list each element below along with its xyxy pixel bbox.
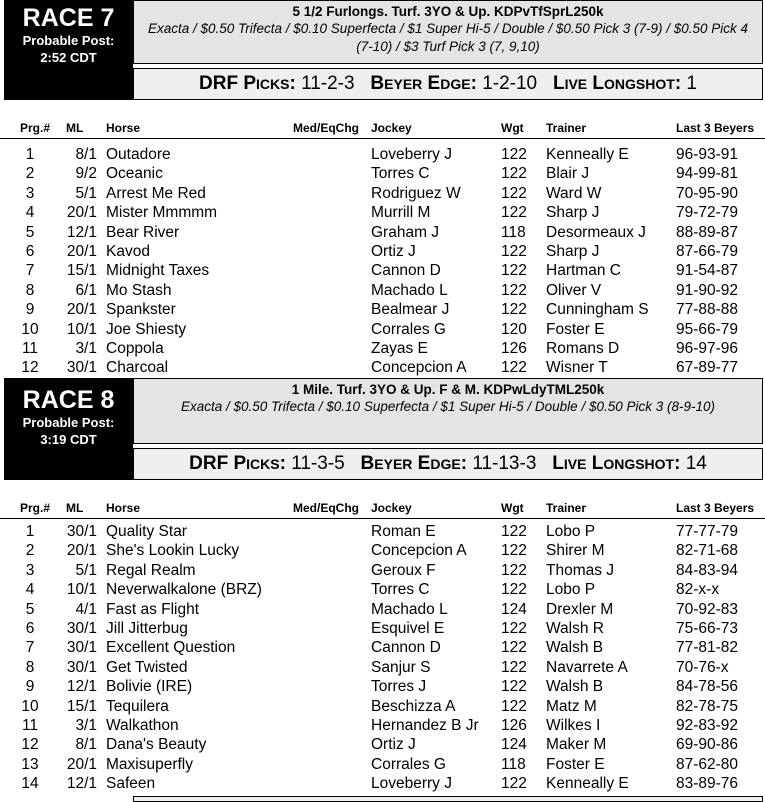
trainer-name: Shirer M — [546, 542, 605, 560]
table-row — [0, 561, 765, 580]
program-number: 3 — [25, 184, 35, 202]
trainer-name: Drexler M — [546, 600, 614, 618]
trainer-name: Desormeaux J — [546, 223, 646, 241]
trainer-name: Hartman C — [546, 262, 621, 280]
horse-name: Spankster — [106, 301, 176, 319]
program-number: 1 — [25, 523, 35, 540]
jockey-name: Loveberry J — [371, 146, 452, 163]
program-number: 12 — [21, 736, 39, 754]
jockey-name: Torres C — [371, 581, 430, 599]
post-label: Probable Post: — [22, 33, 115, 48]
program-number: 2 — [25, 165, 35, 183]
last-3-beyers: 83-89-76 — [676, 775, 739, 793]
last-3-beyers: 96-93-91 — [676, 146, 739, 163]
trainer-name: Lobo P — [546, 523, 596, 540]
table-row — [0, 600, 765, 619]
horse-name: Coppola — [106, 339, 164, 357]
table-row — [0, 184, 765, 203]
race-badge — [4, 0, 133, 100]
picks-bar: DRF PICKS: 11-3-5 BEYER EDGE: 11-13-3 LIVE LONGSHOT: 14 — [133, 448, 763, 480]
race-info-box — [133, 0, 763, 64]
horse-name: Bear River — [106, 223, 180, 241]
last-3-beyers: 91-54-87 — [676, 262, 739, 280]
drf-picks-value: 11-2-3 — [301, 73, 355, 94]
trainer-name: Cunningham S — [546, 301, 649, 319]
morning-line-odds: 30/1 — [66, 619, 97, 637]
last-3-beyers: 70-76-x — [676, 658, 729, 676]
morning-line-odds: 20/1 — [66, 755, 97, 773]
weight: 122 — [501, 262, 527, 280]
next-race-bar-edge — [133, 796, 763, 802]
program-number: 5 — [25, 600, 35, 618]
last-3-beyers: 70-95-90 — [676, 184, 739, 202]
trainer-name: Kenneally E — [546, 775, 629, 793]
jockey-name: Ortiz J — [371, 736, 416, 754]
trainer-name: Walsh B — [546, 678, 604, 696]
morning-line-odds: 12/1 — [66, 678, 97, 696]
morning-line-odds: 3/1 — [75, 339, 97, 357]
jockey-name: Geroux F — [371, 561, 436, 579]
morning-line-odds: 3/1 — [75, 716, 97, 734]
jockey-name: Sanjur S — [371, 658, 431, 676]
weight: 118 — [501, 755, 526, 773]
program-number: 7 — [25, 639, 35, 657]
col-prg: Prg.# — [20, 121, 51, 135]
race-info-box — [133, 378, 763, 444]
horse-name: Dana's Beauty — [106, 736, 207, 754]
table-row — [0, 755, 765, 774]
race-wagers: Exacta / $0.50 Trifecta / $0.10 Superfecta / $1 Super Hi-5 / Double / $0.50 Pick 3 (7-9) / $0.50 Pick 4 (7-10) / $3 Turf Pick 3 (7, 9,10) — [147, 21, 749, 54]
last-3-beyers: 79-72-79 — [676, 204, 739, 222]
table-row — [0, 677, 765, 696]
trainer-name: Wilkes I — [546, 716, 601, 734]
weight: 122 — [501, 775, 527, 793]
jockey-name: Zayas E — [371, 339, 428, 357]
horse-name: Mister Mmmmm — [106, 204, 218, 222]
weight: 126 — [501, 339, 527, 357]
program-number: 10 — [21, 697, 39, 715]
table-row — [0, 619, 765, 638]
program-number: 9 — [25, 678, 35, 696]
trainer-name: Walsh B — [546, 639, 604, 657]
table-row — [0, 300, 765, 319]
table-row — [0, 735, 765, 754]
table-row — [0, 697, 765, 716]
last-3-beyers: 75-66-73 — [676, 619, 739, 637]
col-horse: Horse — [106, 121, 141, 135]
jockey-name: Concepcion A — [371, 542, 467, 560]
program-number: 11 — [21, 339, 39, 357]
jockey-name: Machado L — [371, 281, 448, 299]
race-title: RACE 8 — [22, 386, 115, 414]
trainer-name: Walsh R — [546, 619, 604, 637]
col-wgt: Wgt — [501, 121, 524, 135]
table-row — [0, 580, 765, 599]
col-trainer: Trainer — [546, 121, 587, 135]
program-number: 10 — [21, 320, 39, 338]
morning-line-odds: 5/1 — [75, 561, 97, 579]
morning-line-odds: 8/1 — [75, 146, 97, 163]
program-number: 13 — [21, 755, 39, 773]
morning-line-odds: 4/1 — [75, 600, 97, 618]
col-beyers: Last 3 Beyers — [676, 121, 755, 135]
last-3-beyers: 69-90-86 — [676, 736, 739, 754]
weight: 122 — [501, 561, 527, 579]
last-3-beyers: 82-71-68 — [676, 542, 739, 560]
morning-line-odds: 20/1 — [66, 542, 97, 560]
last-3-beyers: 91-90-92 — [676, 281, 739, 299]
morning-line-odds: 12/1 — [66, 775, 97, 793]
table-row — [0, 281, 765, 300]
post-time: 2:52 CDT — [40, 50, 97, 65]
beyer-edge-value: 1-2-10 — [482, 73, 538, 94]
trainer-name: Wisner T — [546, 359, 608, 377]
trainer-name: Maker M — [546, 736, 607, 754]
morning-line-odds: 9/2 — [75, 165, 97, 183]
program-number: 4 — [25, 581, 35, 599]
col-ml: ML — [66, 501, 84, 515]
trainer-name: Thomas J — [546, 561, 615, 579]
morning-line-odds: 15/1 — [66, 262, 97, 280]
jockey-name: Roman E — [371, 523, 436, 540]
table-row — [0, 358, 765, 377]
weight: 122 — [501, 523, 527, 540]
trainer-name: Ward W — [546, 184, 602, 202]
trainer-name: Oliver V — [546, 281, 602, 299]
table-row — [0, 638, 765, 657]
col-med: Med/EqChg — [293, 501, 359, 515]
trainer-name: Sharp J — [546, 204, 600, 222]
column-header-row — [0, 116, 765, 139]
horse-name: Outadore — [106, 146, 171, 163]
weight: 122 — [501, 301, 527, 319]
live-longshot-value: 14 — [685, 453, 707, 474]
trainer-name: Lobo P — [546, 581, 596, 599]
horse-name: Joe Shiesty — [106, 320, 187, 338]
table-row — [0, 164, 765, 183]
program-number: 4 — [25, 204, 35, 222]
race-wagers: Exacta / $0.50 Trifecta / $0.10 Superfecta / $1 Super Hi-5 / Double / $0.50 Pick 3 (8-9-10) — [180, 399, 716, 414]
weight: 122 — [501, 146, 527, 163]
entries-table — [0, 522, 765, 793]
race-conditions: 5 1/2 Furlongs. Turf. 3YO & Up. KDPvTfSprL250k — [292, 4, 604, 19]
picks-bar: DRF PICKS: 11-2-3 BEYER EDGE: 1-2-10 LIVE LONGSHOT: 1 — [133, 68, 763, 100]
last-3-beyers: 84-83-94 — [676, 561, 739, 579]
horse-name: Fast as Flight — [106, 600, 200, 618]
morning-line-odds: 5/1 — [75, 184, 97, 202]
live-longshot-value: 1 — [686, 73, 697, 94]
weight: 122 — [501, 359, 527, 377]
jockey-name: Beschizza A — [371, 697, 456, 715]
trainer-name: Foster E — [546, 320, 605, 338]
horse-name: Tequilera — [106, 697, 169, 715]
col-prg: Prg.# — [20, 501, 51, 515]
table-row — [0, 716, 765, 735]
horse-name: She's Lookin Lucky — [106, 542, 240, 560]
jockey-name: Ortiz J — [371, 242, 416, 260]
jockey-name: Rodriguez W — [371, 184, 461, 202]
weight: 122 — [501, 184, 527, 202]
weight: 124 — [501, 736, 527, 754]
weight: 118 — [501, 223, 526, 241]
last-3-beyers: 77-88-88 — [676, 301, 739, 319]
last-3-beyers: 77-77-79 — [676, 523, 739, 540]
horse-name: Regal Realm — [106, 561, 196, 579]
column-header-row — [0, 496, 765, 519]
weight: 122 — [501, 678, 527, 696]
jockey-name: Cannon D — [371, 639, 441, 657]
horse-name: Arrest Me Red — [106, 184, 206, 202]
race-title: RACE 7 — [22, 4, 115, 32]
horse-name: Oceanic — [106, 165, 163, 183]
jockey-name: Graham J — [371, 223, 440, 241]
morning-line-odds: 15/1 — [66, 697, 97, 715]
horse-name: Kavod — [106, 242, 150, 260]
col-trainer: Trainer — [546, 501, 587, 515]
weight: 124 — [501, 600, 527, 618]
jockey-name: Corrales G — [371, 320, 446, 338]
last-3-beyers: 88-89-87 — [676, 223, 739, 241]
jockey-name: Cannon D — [371, 262, 441, 280]
table-row — [0, 242, 765, 261]
trainer-name: Sharp J — [546, 242, 600, 260]
trainer-name: Blair J — [546, 165, 590, 183]
weight: 122 — [501, 619, 527, 637]
horse-name: Excellent Question — [106, 639, 236, 657]
program-number: 6 — [25, 619, 35, 637]
jockey-name: Machado L — [371, 600, 448, 618]
jockey-name: Bealmear J — [371, 301, 450, 319]
horse-name: Walkathon — [106, 716, 179, 734]
table-row — [0, 339, 765, 358]
morning-line-odds: 30/1 — [66, 523, 97, 540]
program-number: 11 — [21, 716, 39, 734]
race-badge — [4, 378, 133, 480]
table-row — [0, 223, 765, 242]
weight: 126 — [501, 716, 527, 734]
program-number: 7 — [25, 262, 35, 280]
jockey-name: Torres J — [371, 678, 427, 696]
morning-line-odds: 10/1 — [66, 581, 97, 599]
jockey-name: Murrill M — [371, 204, 431, 222]
last-3-beyers: 87-62-80 — [676, 755, 739, 773]
weight: 120 — [501, 320, 527, 338]
horse-name: Jill Jitterbug — [106, 619, 188, 637]
last-3-beyers: 95-66-79 — [676, 320, 739, 338]
table-row — [0, 774, 765, 793]
horse-name: Maxisuperfly — [106, 755, 193, 773]
program-number: 5 — [25, 223, 35, 241]
table-row — [0, 203, 765, 222]
morning-line-odds: 6/1 — [75, 281, 97, 299]
col-jockey: Jockey — [371, 501, 412, 515]
trainer-name: Matz M — [546, 697, 597, 715]
morning-line-odds: 10/1 — [66, 320, 97, 338]
last-3-beyers: 84-78-56 — [676, 678, 739, 696]
col-med: Med/EqChg — [293, 121, 359, 135]
morning-line-odds: 8/1 — [75, 736, 97, 754]
horse-name: Quality Star — [106, 523, 187, 540]
horse-name: Charcoal — [106, 359, 169, 377]
post-label: Probable Post: — [22, 415, 115, 430]
weight: 122 — [501, 242, 527, 260]
last-3-beyers: 77-81-82 — [676, 639, 739, 657]
last-3-beyers: 82-78-75 — [676, 697, 739, 715]
program-number: 9 — [25, 301, 35, 319]
jockey-name: Torres C — [371, 165, 430, 183]
morning-line-odds: 20/1 — [66, 204, 97, 222]
trainer-name: Foster E — [546, 755, 605, 773]
program-number: 14 — [21, 775, 39, 793]
jockey-name: Loveberry J — [371, 775, 452, 793]
jockey-name: Corrales G — [371, 755, 446, 773]
table-row — [0, 541, 765, 560]
horse-name: Get Twisted — [106, 658, 188, 676]
weight: 122 — [501, 542, 527, 560]
horse-name: Neverwalkalone (BRZ) — [106, 581, 262, 599]
horse-name: Mo Stash — [106, 281, 172, 299]
jockey-name: Esquivel E — [371, 619, 445, 637]
last-3-beyers: 87-66-79 — [676, 242, 739, 260]
drf-picks-value: 11-3-5 — [291, 453, 345, 474]
morning-line-odds: 20/1 — [66, 301, 97, 319]
weight: 122 — [501, 281, 527, 299]
table-row — [0, 145, 765, 164]
table-row — [0, 320, 765, 339]
horse-name: Midnight Taxes — [106, 262, 210, 280]
morning-line-odds: 20/1 — [66, 242, 97, 260]
col-beyers: Last 3 Beyers — [676, 501, 755, 515]
jockey-name: Concepcion A — [371, 359, 467, 377]
program-number: 2 — [25, 542, 35, 560]
horse-name: Safeen — [106, 775, 156, 793]
last-3-beyers: 67-89-77 — [676, 359, 739, 377]
program-number: 6 — [25, 242, 35, 260]
entries-table — [0, 145, 765, 378]
program-number: 8 — [25, 658, 35, 676]
last-3-beyers: 96-97-96 — [676, 339, 739, 357]
table-row — [0, 522, 765, 541]
morning-line-odds: 30/1 — [66, 639, 97, 657]
last-3-beyers: 70-92-83 — [676, 600, 739, 618]
weight: 122 — [501, 639, 527, 657]
last-3-beyers: 92-83-92 — [676, 716, 739, 734]
program-number: 12 — [21, 359, 39, 377]
weight: 122 — [501, 204, 527, 222]
col-ml: ML — [66, 121, 84, 135]
col-jockey: Jockey — [371, 121, 412, 135]
morning-line-odds: 30/1 — [66, 658, 97, 676]
table-row — [0, 261, 765, 280]
post-time: 3:19 CDT — [40, 432, 97, 447]
program-number: 1 — [25, 146, 35, 163]
weight: 122 — [501, 165, 527, 183]
weight: 122 — [501, 581, 527, 599]
program-number: 8 — [25, 281, 35, 299]
morning-line-odds: 12/1 — [66, 223, 97, 241]
table-row — [0, 658, 765, 677]
weight: 122 — [501, 697, 527, 715]
trainer-name: Romans D — [546, 339, 620, 357]
last-3-beyers: 82-x-x — [676, 581, 720, 599]
last-3-beyers: 94-99-81 — [676, 165, 739, 183]
trainer-name: Navarrete A — [546, 658, 628, 676]
horse-name: Bolivie (IRE) — [106, 678, 193, 696]
beyer-edge-value: 11-13-3 — [472, 453, 537, 474]
race-conditions: 1 Mile. Turf. 3YO & Up. F & M. KDPwLdyTML250k — [291, 382, 605, 397]
jockey-name: Hernandez B Jr — [371, 716, 479, 734]
col-wgt: Wgt — [501, 501, 524, 515]
morning-line-odds: 30/1 — [66, 359, 97, 377]
trainer-name: Kenneally E — [546, 146, 629, 163]
program-number: 3 — [25, 561, 35, 579]
weight: 122 — [501, 658, 527, 676]
col-horse: Horse — [106, 501, 141, 515]
